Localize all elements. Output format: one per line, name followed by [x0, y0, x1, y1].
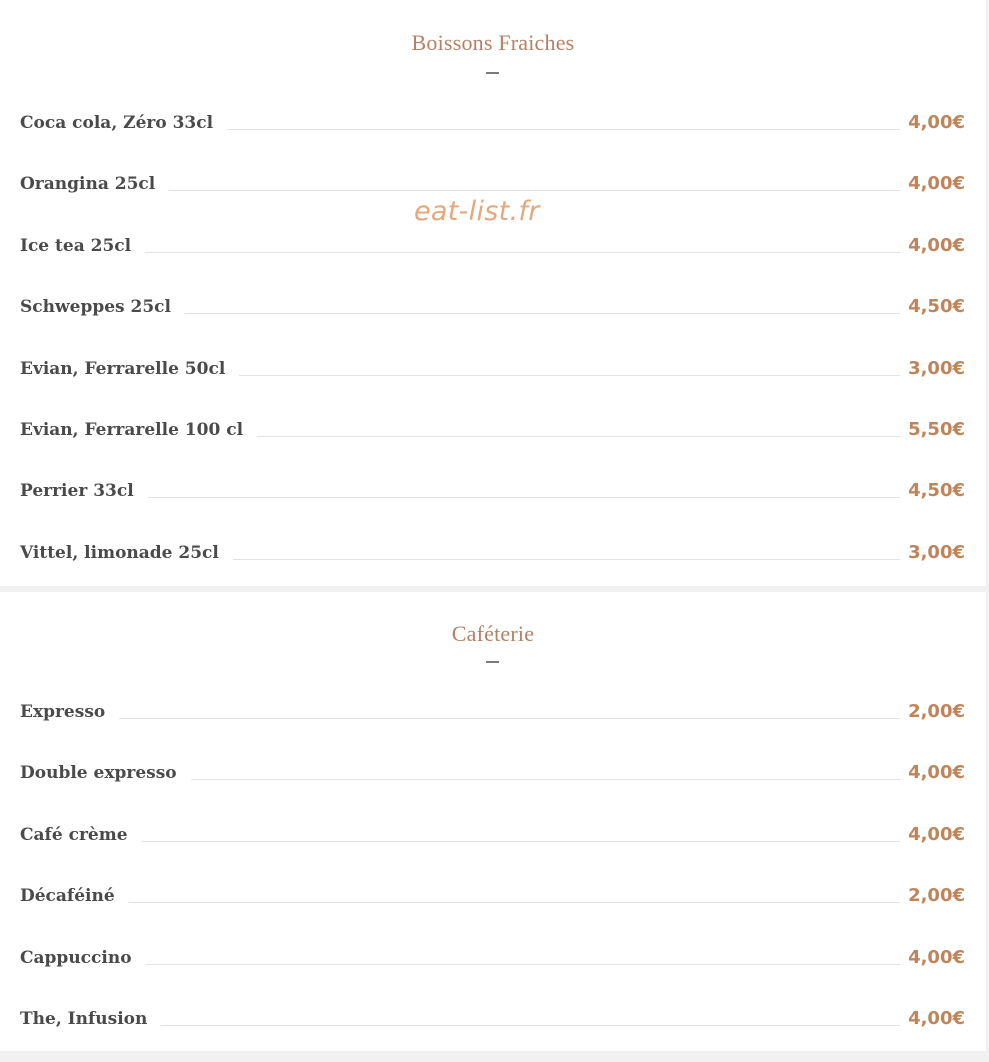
menu-item-name: Décaféiné [20, 886, 115, 907]
dotted-leader [257, 436, 900, 437]
menu-item-name: Expresso [20, 702, 106, 722]
menu-item [20, 940, 965, 1001]
menu-item [20, 878, 965, 939]
menu-item [20, 228, 965, 289]
menu-item-price: 3,00€ [908, 541, 965, 563]
menu-item-name: Ice tea 25cl [20, 235, 132, 256]
menu-item-price: 4,50€ [908, 296, 965, 318]
section-title: Caféterie [451, 621, 535, 646]
menu-item-list [20, 694, 965, 1062]
menu-item-name: Perrier 33cl [20, 481, 134, 502]
menu-item-name: Evian, Ferrarelle 50cl [20, 358, 226, 379]
dotted-leader [169, 190, 900, 191]
menu-item [20, 535, 965, 596]
menu-item [20, 755, 965, 816]
dotted-leader [191, 779, 900, 780]
dotted-leader [145, 252, 900, 253]
menu-item [20, 412, 965, 473]
title-divider [486, 72, 499, 74]
menu-item-name: Cappuccino [20, 947, 132, 968]
menu-item [20, 289, 965, 350]
menu-item-list [20, 105, 965, 596]
menu-item-name: Double expresso [20, 763, 177, 784]
menu-item [20, 351, 965, 412]
title-divider [486, 661, 499, 663]
menu-item-price: 4,00€ [908, 946, 965, 968]
menu-item-price: 4,00€ [908, 762, 965, 784]
dotted-leader [119, 718, 900, 719]
dotted-leader [148, 497, 900, 498]
menu-item-name: Coca cola, Zéro 33cl [20, 113, 214, 133]
menu-item-price: 4,00€ [908, 173, 965, 195]
dotted-leader [161, 1025, 900, 1026]
menu-item [20, 694, 965, 755]
menu-item-name: Orangina 25cl [20, 174, 156, 195]
dotted-leader [227, 129, 900, 130]
menu-item-price: 2,00€ [908, 701, 965, 722]
dotted-leader [185, 313, 900, 314]
menu-item-price: 4,00€ [908, 234, 965, 256]
menu-item-price: 2,00€ [908, 885, 965, 907]
dotted-leader [142, 841, 901, 842]
menu-item-name: Café crème [20, 824, 128, 845]
dotted-leader [239, 375, 900, 376]
menu-item-name: Evian, Ferrarelle 100 cl [20, 419, 244, 440]
menu-item-price: 4,50€ [908, 480, 965, 502]
menu-item-name: Vittel, limonade 25cl [20, 542, 219, 563]
menu-item [20, 817, 965, 878]
menu-item [20, 1001, 965, 1062]
menu-section-cafeterie [0, 592, 986, 1051]
dotted-leader [233, 559, 900, 560]
dotted-leader [146, 964, 901, 965]
menu-item-price: 5,50€ [908, 418, 965, 440]
menu-item-price: 4,00€ [908, 112, 965, 133]
menu-item-price: 4,00€ [908, 823, 965, 845]
menu-item-price: 4,00€ [908, 1007, 965, 1029]
menu-item-name: Schweppes 25cl [20, 297, 171, 318]
menu-item-name: The, Infusion [20, 1008, 148, 1029]
dotted-leader [129, 902, 900, 903]
menu-item [20, 105, 965, 166]
watermark-text: eat-list.fr [414, 196, 540, 227]
menu-item-price: 3,00€ [908, 357, 965, 379]
menu-item [20, 473, 965, 534]
section-title: Boissons Fraiches [411, 30, 575, 55]
